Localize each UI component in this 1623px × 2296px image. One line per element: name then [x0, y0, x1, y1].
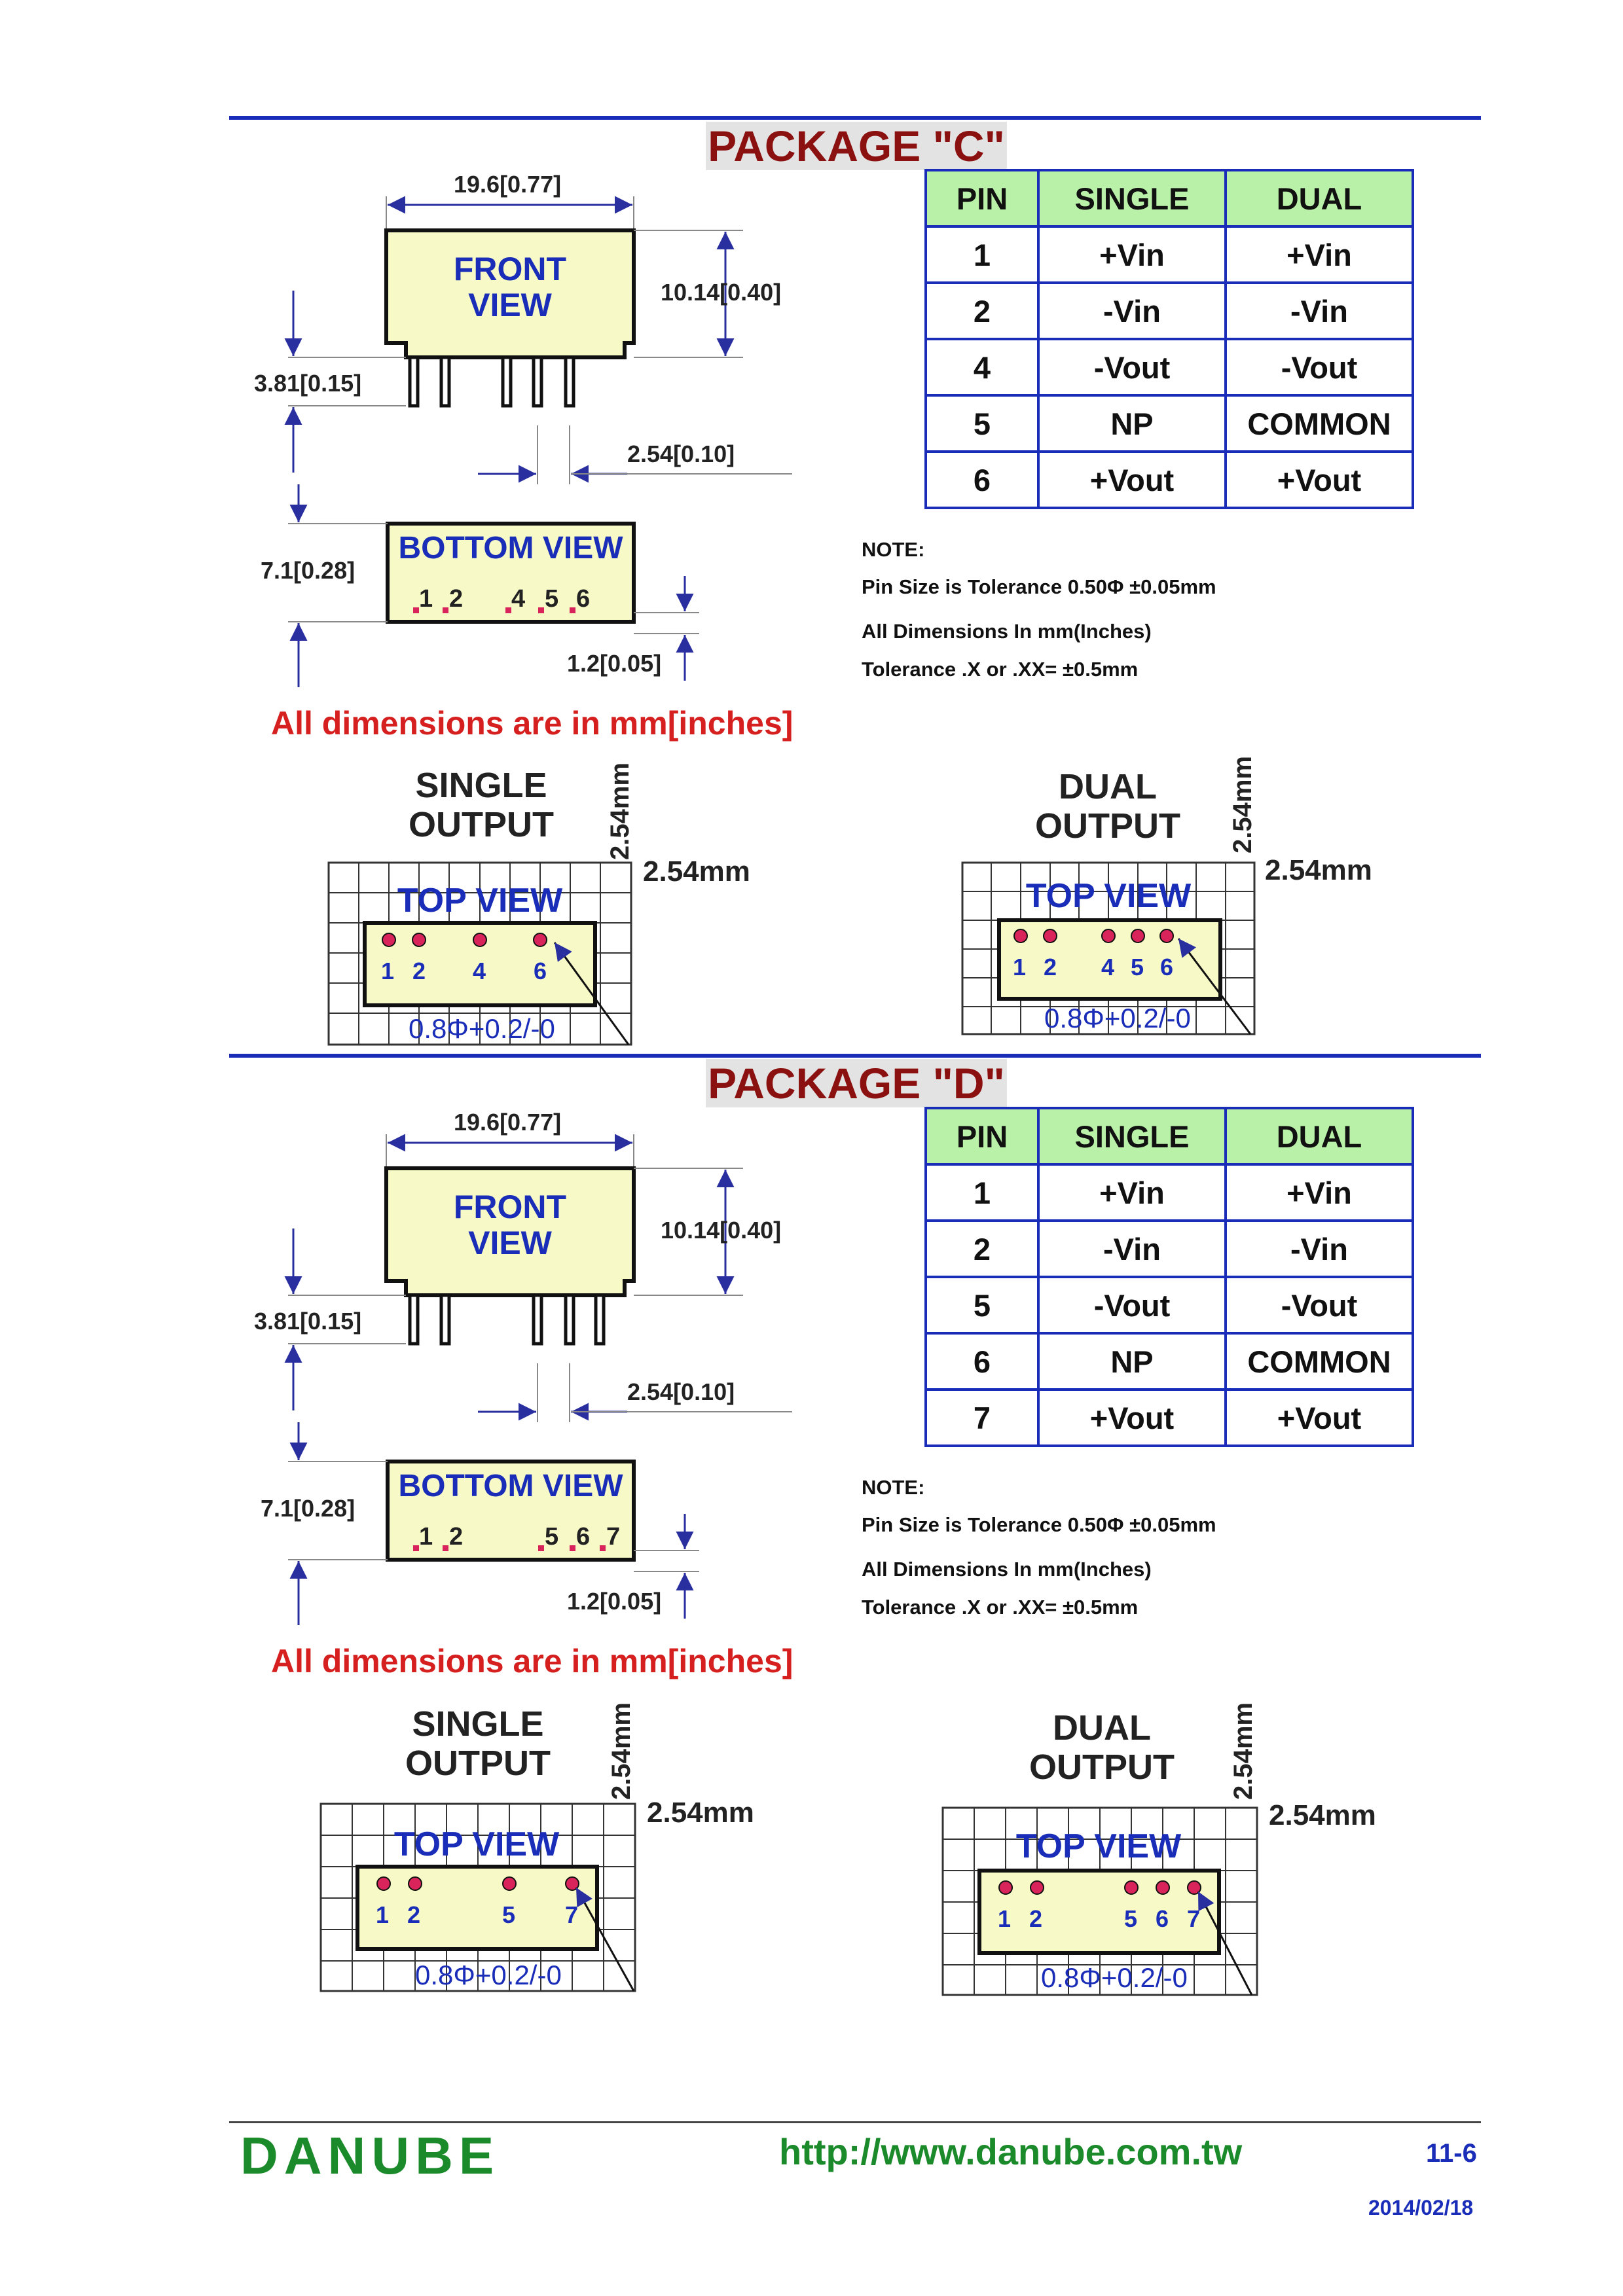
page-number: 11-6: [1426, 2139, 1477, 2168]
table-row: [926, 1164, 1413, 1221]
front-view-label-1: FRONT: [453, 1189, 567, 1225]
single-hole-label: 0.8Φ+0.2/-0: [409, 1013, 555, 1044]
front-view-pins: [410, 1295, 604, 1344]
depth-dim-label: 7.1[0.28]: [261, 1495, 356, 1522]
table-row: [926, 1333, 1413, 1390]
cell-pin: 7: [926, 1390, 1038, 1446]
note-heading: NOTE:: [862, 1476, 925, 1499]
pin-length-dim-label: 3.81[0.15]: [254, 1308, 362, 1335]
single-pin-1: 1: [381, 958, 395, 984]
dual-pin-2: 2: [1029, 1905, 1043, 1932]
cell-pin: 2: [926, 283, 1038, 339]
dual-pin-7: 7: [1187, 1905, 1201, 1932]
cell-dual: +Vout: [1226, 452, 1413, 508]
single-pin-2: 2: [407, 1901, 421, 1928]
width-dim-label: 19.6[0.77]: [454, 171, 562, 198]
bottom-pin-4: 4: [511, 585, 526, 613]
cell-single: -Vin: [1038, 1221, 1226, 1277]
cell-single: -Vout: [1038, 339, 1226, 395]
dual-top-view-label: TOP VIEW: [1015, 1827, 1182, 1865]
dual-output-title-1: DUAL: [1059, 767, 1157, 806]
dual-hole-label: 0.8Φ+0.2/-0: [1041, 1962, 1188, 1993]
table-header-row: [926, 1108, 1413, 1164]
dual-pin-4: 4: [1101, 954, 1115, 980]
single-pin-1: 1: [376, 1901, 390, 1928]
cell-pin: 2: [926, 1221, 1038, 1277]
cell-pin: 4: [926, 339, 1038, 395]
depth-dim-label: 7.1[0.28]: [261, 557, 356, 584]
note-tolerance: Tolerance .X or .XX= ±0.5mm: [862, 658, 1139, 681]
cell-dual: COMMON: [1226, 1333, 1413, 1390]
cell-single: -Vin: [1038, 283, 1226, 339]
cell-dual: COMMON: [1226, 395, 1413, 452]
package-d-pin-table: [924, 1107, 1414, 1447]
cell-single: +Vout: [1038, 1390, 1226, 1446]
dual-grid-h-label: 2.54mm: [1269, 1799, 1376, 1831]
bottom-view-label: BOTTOM VIEW: [398, 1469, 623, 1503]
dual-pin-1: 1: [998, 1905, 1012, 1932]
pitch-dim-label: 2.54[0.10]: [627, 1378, 735, 1405]
cell-pin: 5: [926, 1277, 1038, 1333]
revision-date: 2014/02/18: [1368, 2196, 1474, 2219]
cell-pin: 1: [926, 226, 1038, 283]
dual-pin-2: 2: [1044, 954, 1057, 980]
single-grid-h-label: 2.54mm: [643, 855, 750, 888]
bottom-pin-7: 7: [606, 1523, 621, 1551]
single-pin-7: 7: [565, 1901, 579, 1928]
dual-pin-5: 5: [1131, 954, 1144, 980]
pin-offset-dim-label: 1.2[0.05]: [567, 1588, 662, 1615]
dual-pin-1: 1: [1013, 954, 1027, 980]
dual-pin-5: 5: [1124, 1905, 1138, 1932]
cell-pin: 6: [926, 452, 1038, 508]
bottom-pin-5: 5: [545, 585, 559, 613]
dual-output-title-2: OUTPUT: [1035, 806, 1180, 846]
single-top-view-label: TOP VIEW: [397, 882, 563, 920]
dual-grid-v-label: 2.54mm: [1229, 1702, 1258, 1800]
bottom-pin-6: 6: [576, 585, 591, 613]
note-dimensions: All Dimensions In mm(Inches): [862, 620, 1152, 643]
single-pin-4: 4: [473, 958, 486, 984]
package-d-title: PACKAGE "D": [706, 1059, 1007, 1107]
single-output-title-2: OUTPUT: [409, 805, 554, 844]
cell-dual: +Vin: [1226, 226, 1413, 283]
dual-grid-v-label: 2.54mm: [1228, 756, 1257, 853]
cell-single: +Vin: [1038, 226, 1226, 283]
single-grid-v-label: 2.54mm: [607, 1702, 636, 1800]
cell-dual: -Vout: [1226, 1277, 1413, 1333]
bottom-pin-1: 1: [419, 585, 433, 613]
front-view-label-2: VIEW: [468, 1225, 552, 1261]
cell-single: +Vin: [1038, 1164, 1226, 1221]
cell-pin: 1: [926, 1164, 1038, 1221]
dual-output-title-2: OUTPUT: [1029, 1748, 1175, 1787]
cell-dual: +Vout: [1226, 1390, 1413, 1446]
height-dim-label: 10.14[0.40]: [661, 1217, 782, 1244]
bottom-pin-2: 2: [449, 1523, 464, 1551]
single-grid-h-label: 2.54mm: [647, 1797, 754, 1829]
cell-single: +Vout: [1038, 452, 1226, 508]
note-pin-size: Pin Size is Tolerance 0.50Φ ±0.05mm: [862, 1513, 1216, 1536]
header-dual: DUAL: [1226, 170, 1413, 226]
dual-output-title-1: DUAL: [1053, 1708, 1151, 1748]
note-tolerance: Tolerance .X or .XX= ±0.5mm: [862, 1596, 1139, 1619]
single-hole-label: 0.8Φ+0.2/-0: [415, 1960, 562, 1990]
single-output-title-2: OUTPUT: [405, 1744, 551, 1783]
bottom-view-label: BOTTOM VIEW: [398, 531, 623, 565]
bottom-pin-2: 2: [449, 585, 464, 613]
cell-dual: +Vin: [1226, 1164, 1413, 1221]
header-single: SINGLE: [1038, 1108, 1226, 1164]
cell-single: -Vout: [1038, 1277, 1226, 1333]
dual-pin-6: 6: [1160, 954, 1174, 980]
cell-pin: 5: [926, 395, 1038, 452]
header-dual: DUAL: [1226, 1108, 1413, 1164]
table-row: [926, 1221, 1413, 1277]
height-dim-label: 10.14[0.40]: [661, 279, 782, 306]
bottom-pin-6: 6: [576, 1523, 591, 1551]
package-d-dims-note: All dimensions are in mm[inches]: [271, 1643, 793, 1679]
cell-pin: 6: [926, 1333, 1038, 1390]
single-output-title-1: SINGLE: [412, 1704, 544, 1744]
single-top-view-body: [357, 1867, 597, 1949]
dual-top-view-body: [979, 1871, 1219, 1953]
cell-dual: -Vin: [1226, 283, 1413, 339]
single-output-title-1: SINGLE: [415, 766, 547, 805]
dual-hole-label: 0.8Φ+0.2/-0: [1044, 1003, 1191, 1033]
note-heading: NOTE:: [862, 538, 925, 561]
single-grid-v-label: 2.54mm: [606, 762, 634, 860]
note-pin-size: Pin Size is Tolerance 0.50Φ ±0.05mm: [862, 575, 1216, 598]
bottom-pin-1: 1: [419, 1523, 433, 1551]
single-pin-6: 6: [534, 958, 547, 984]
pitch-dim-label: 2.54[0.10]: [627, 440, 735, 467]
cell-single: NP: [1038, 1333, 1226, 1390]
cell-dual: -Vin: [1226, 1221, 1413, 1277]
header-pin: PIN: [926, 170, 1038, 226]
dual-pin-6: 6: [1156, 1905, 1169, 1932]
front-view-label-2: VIEW: [468, 287, 552, 323]
website-link[interactable]: http://www.danube.com.tw: [779, 2131, 1243, 2172]
front-view-label-1: FRONT: [453, 251, 567, 287]
table-row: [926, 1390, 1413, 1446]
cell-dual: -Vout: [1226, 339, 1413, 395]
table-row: [926, 1277, 1413, 1333]
bottom-pin-5: 5: [545, 1523, 559, 1551]
note-dimensions: All Dimensions In mm(Inches): [862, 1558, 1152, 1581]
dual-grid-h-label: 2.54mm: [1265, 854, 1372, 886]
brand-logo: DANUBE: [240, 2126, 500, 2185]
header-single: SINGLE: [1038, 170, 1226, 226]
single-pin-2: 2: [412, 958, 426, 984]
width-dim-label: 19.6[0.77]: [454, 1109, 562, 1136]
single-top-view-label: TOP VIEW: [393, 1825, 560, 1863]
single-pin-5: 5: [502, 1901, 516, 1928]
pin-offset-dim-label: 1.2[0.05]: [567, 650, 662, 677]
header-pin: PIN: [926, 1108, 1038, 1164]
cell-single: NP: [1038, 395, 1226, 452]
pin-length-dim-label: 3.81[0.15]: [254, 370, 362, 397]
dual-top-view-label: TOP VIEW: [1025, 877, 1192, 915]
package-c-title: PACKAGE "C": [706, 122, 1007, 170]
package-c-dims-note: All dimensions are in mm[inches]: [271, 705, 793, 742]
footer-rule: [229, 2121, 1481, 2123]
